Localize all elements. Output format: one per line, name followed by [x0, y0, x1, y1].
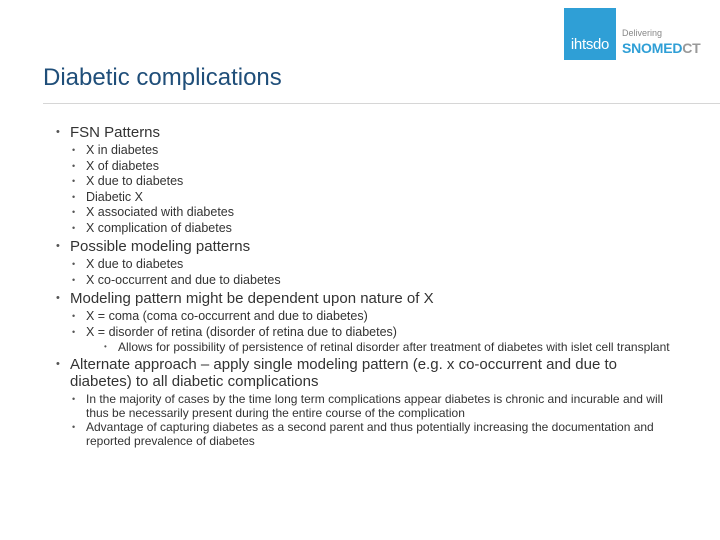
sublist-fsn-patterns — [72, 143, 676, 236]
sublist-modeling-patterns — [72, 257, 676, 288]
sublist-alternate-approach — [72, 392, 676, 448]
bullet-nature-of-x: • Modeling pattern might be dependent upon nature of X — [56, 290, 676, 307]
bullet-fsn-patterns: • FSN Patterns — [56, 124, 676, 141]
logo-text: ihtsdo — [570, 36, 610, 53]
logo-tagline: Delivering — [622, 28, 663, 38]
subsublist-retina — [104, 340, 676, 354]
brand-suffix: CT — [682, 40, 701, 56]
sub-bullet: • In the majority of cases by the time long term complications appear diabetes is chronic and incurable and will thus be necessarily present during the entire course of the complication — [72, 392, 676, 420]
title-divider — [43, 103, 720, 104]
sub-sub-bullet: • Allows for possibility of persistence of retinal disorder after treatment of diabetes with islet cell transplant — [104, 340, 676, 354]
slide-title: Diabetic complications — [43, 64, 282, 91]
bullet-alternate-approach: • Alternate approach – apply single modeling pattern (e.g. x co-occurrent and due to diabetes) to all diabetic complications — [56, 356, 676, 390]
sub-bullet: • X associated with diabetes — [72, 205, 676, 221]
sub-bullet: • X co-occurrent and due to diabetes — [72, 273, 676, 289]
sub-bullet: • Advantage of capturing diabetes as a second parent and thus potentially increasing the documentation and reported prevalence of diabetes — [72, 420, 676, 448]
sub-bullet: • X = coma (coma co-occurrent and due to diabetes) — [72, 309, 676, 325]
slide-body — [56, 124, 676, 450]
sub-bullet: • X in diabetes — [72, 143, 676, 159]
bullet-list — [56, 124, 676, 448]
snomed-brand — [622, 40, 701, 56]
bullet-modeling-patterns: • Possible modeling patterns — [56, 238, 676, 255]
sub-bullet: • Diabetic X — [72, 190, 676, 206]
sub-bullet: • X due to diabetes — [72, 174, 676, 190]
sublist-nature-of-x — [72, 309, 676, 354]
brand-main: SNOMED — [622, 40, 683, 56]
sub-bullet: • X due to diabetes — [72, 257, 676, 273]
sub-bullet: • X complication of diabetes — [72, 221, 676, 237]
ihtsdo-logo — [564, 8, 616, 60]
sub-bullet: • X of diabetes — [72, 159, 676, 175]
sub-bullet: • X = disorder of retina (disorder of retina due to diabetes) — [72, 325, 676, 341]
